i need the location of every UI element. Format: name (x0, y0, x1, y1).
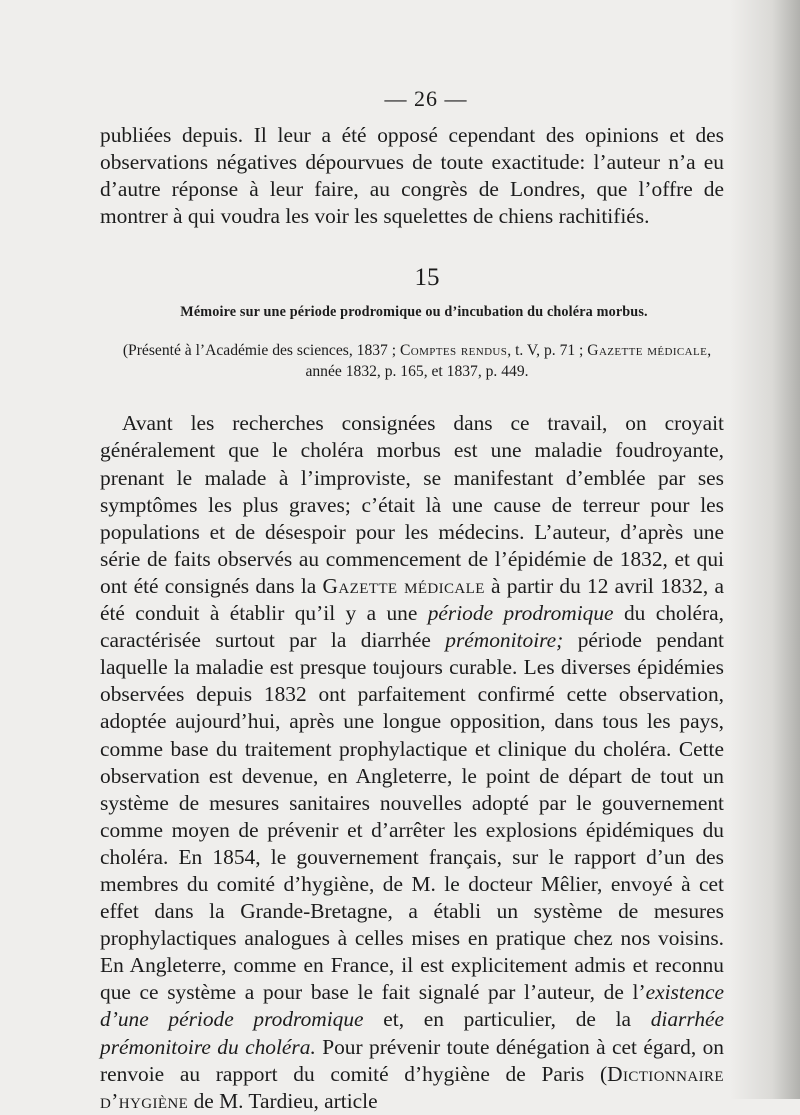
page-number: — 26 — (384, 86, 468, 111)
body-text-2: à partir du 12 avril 1832, a été conduit à établir qu’il y a une (100, 573, 724, 626)
body-text-6: Pour prévenir toute dénégation à cet égard, on renvoie au rapport du comité d’hygiène de Paris ( (100, 1034, 724, 1086)
memoir-title: Mémoire sur une période prodromique ou d’incubation du choléra morbus. (180, 304, 648, 321)
citation (110, 341, 724, 382)
citation-gazette-medicale: Gazette médicale (587, 342, 708, 360)
body-diarrhee-premonitoire: diarrhée prémonitoire du choléra. (100, 1007, 724, 1059)
citation-text-2: , t. V, p. 71 ; (507, 342, 588, 360)
citation-text-1: (Présenté à l’Académie des sciences, 1837 ; (122, 342, 400, 360)
body-text-4: période pendant laquelle la maladie est presque toujours curable. Les diverses épidémies observées depuis 1832 ont parfaitement confirmé cette observation, adoptée aujourd’hui, après une longue opposition, dans tous les pays, comme base du traitement prophylactique et clinique du choléra. Cette observation est devenue, en Angleterre, le point de départ de tout un système de mesures sanitaires nouvelles adopté par le gouvernement comme moyen de prévenir et d’arrêter les explosions épidémiques du choléra. En 1854, le gouvernement français, sur le rapport d’un des membres du comité d’hygiène, de M. le docteur Mêlier, envoyé à cet effet dans la Grande-Bretagne, a établi un système de mesures prophylactiques analogues à celles mises en pratique chez nos voisins. En Angleterre, comme en France, il est explicitement admis et reconnu que ce système a pour base le fait signalé par l’auteur, de l’ (100, 628, 724, 1005)
intro-paragraph: publiées depuis. Il leur a été opposé cependant des opinions et des observations négatives dépourvues de toute exactitude: l’auteur n’a eu d’autre réponse à leur faire, au congrès de Londres, que l’offre de montrer à qui voudra les voir les squelettes de chiens rachitifiés. (100, 123, 724, 229)
citation-text-3: , année 1832, p. 165, et 1837, p. 449. (305, 342, 712, 380)
body-gazette-medicale: Gazette médicale (322, 573, 485, 598)
body-existence-periode: existence d’une période prodromique (100, 980, 724, 1032)
body-periode-prodromique: période prodromique (427, 601, 614, 626)
book-page (100, 86, 724, 1115)
body-text-5: et, en particulier, de la (363, 1007, 651, 1032)
body-text-3: du choléra, caractérisée surtout par la diarrhée (100, 601, 724, 653)
body-text-7: de M. Tardieu, article (188, 1088, 378, 1113)
body-premonitoire: prémonitoire; (445, 628, 564, 653)
body-paragraph (100, 410, 724, 1114)
section-number: 15 (414, 264, 440, 292)
body-dictionnaire-hygiene: Dictionnaire d’hygiène (100, 1061, 724, 1113)
page-edge-shadow (730, 0, 800, 1099)
body-text-1: Avant les recherches consignées dans ce travail, on croyait généralement que le choléra morbus est une maladie foudroyante, prenant le malade à l’improviste, se manifestant d’emblée par ses symptômes les plus graves; c’était là une cause de terreur pour les populations et de désespoir pour les médecins. L’auteur, d’après une série de faits observés au commencement de l’épidémie de 1832, et qui ont été consignés dans la (100, 411, 724, 598)
citation-comptes-rendus: Comptes rendus (399, 342, 508, 360)
